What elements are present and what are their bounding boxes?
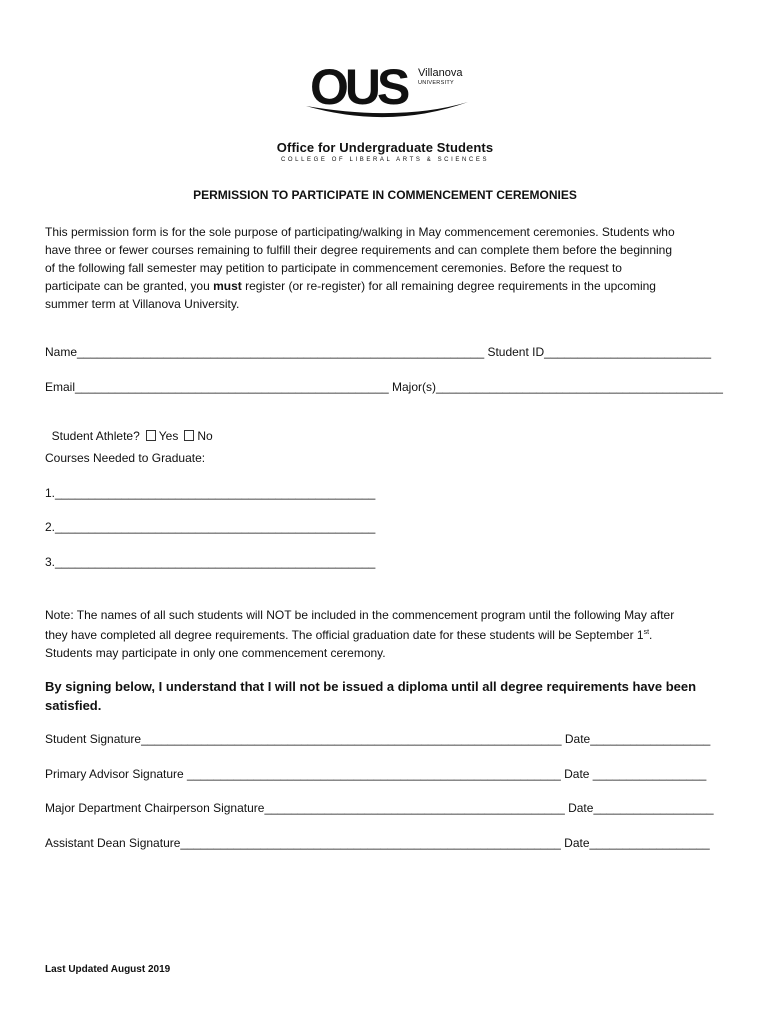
college-name: COLLEGE OF LIBERAL ARTS & SCIENCES — [280, 157, 490, 163]
diploma-statement: By signing below, I understand that I will not be issued a diploma until all degree requirements have been satisfied. — [45, 679, 697, 713]
note-line: they have completed all degree requirements. The official graduation date for these students will be September 1st. — [45, 628, 653, 642]
yes-label: Yes — [158, 429, 179, 443]
ous-logo — [300, 58, 480, 130]
office-name: Office for Undergraduate Students — [276, 140, 494, 155]
course-field-1[interactable]: 1.________________________________________________ — [45, 486, 376, 500]
logo-university-text: UNIVERSITY — [418, 80, 455, 86]
advisor-signature-field[interactable]: Primary Advisor Signature ________________________________________________________ Date _________________ — [45, 767, 707, 781]
note-line: Students may participate in only one commencement ceremony. — [45, 646, 386, 660]
no-label: No — [197, 429, 213, 443]
intro-line: have three or fewer courses remaining to fulfill their degree requirements and can complete them before the beginning — [45, 243, 673, 257]
course-field-3[interactable]: 3.________________________________________________ — [45, 555, 376, 569]
logo-villanova-text: Villanova — [418, 67, 463, 79]
dean-signature-field[interactable]: Assistant Dean Signature_________________________________________________________ Date__________________ — [45, 836, 710, 850]
ous-logo-graphic — [300, 58, 480, 130]
intro-line: This permission form is for the sole purpose of participating/walking in May commencement ceremonies. Students who — [45, 225, 675, 239]
chairperson-signature-field[interactable]: Major Department Chairperson Signature_____________________________________________ Date__________________ — [45, 801, 714, 815]
intro-line: participate can be granted, you must register (or re-register) for all remaining degree requirements in the upcoming — [45, 279, 656, 293]
student-athlete-label: Student Athlete? — [51, 429, 140, 443]
course-field-2[interactable]: 2.________________________________________________ — [45, 520, 376, 534]
yes-checkbox[interactable] — [146, 430, 156, 441]
courses-label: Courses Needed to Graduate: — [45, 451, 206, 465]
intro-line: summer term at Villanova University. — [45, 297, 240, 311]
intro-line: of the following fall semester may petition to participate in commencement ceremonies. Before the request to — [45, 261, 622, 275]
email-major-field[interactable]: Email_______________________________________________ Major(s)___________________________________________ — [45, 380, 723, 394]
intro-paragraph — [45, 223, 725, 313]
emphasis-must: must — [213, 279, 242, 293]
student-signature-field[interactable]: Student Signature_______________________________________________________________ Date__________________ — [45, 732, 711, 746]
name-student-id-field[interactable]: Name_____________________________________________________________ Student ID_________________________ — [45, 345, 711, 359]
page-title: PERMISSION TO PARTICIPATE IN COMMENCEMENT CEREMONIES — [193, 188, 577, 202]
note-line: Note: The names of all such students will NOT be included in the commencement program until the following May after — [45, 608, 675, 622]
no-checkbox[interactable] — [184, 430, 194, 441]
last-updated: Last Updated August 2019 — [45, 964, 171, 975]
logo-ous-text: OUS — [310, 59, 407, 115]
note-paragraph — [45, 606, 725, 662]
student-athlete-row — [45, 415, 213, 443]
